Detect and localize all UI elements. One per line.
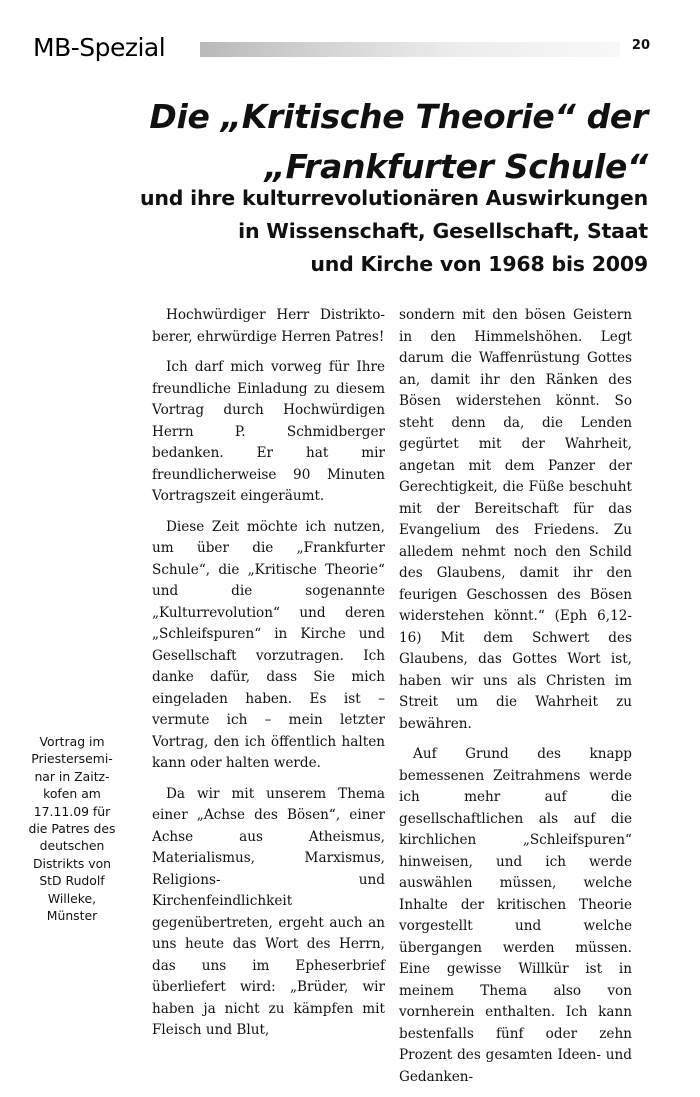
subtitle-line-3: und Kirche von 1968 bis 2009 [310, 252, 648, 276]
body-column-2 [399, 305, 632, 1097]
sidebar-note [22, 733, 122, 924]
title-line-1: Die „Kritische Theorie“ der [149, 97, 648, 136]
sidebar-line: Priestersemi- [31, 751, 113, 767]
sidebar-line: Distrikts von [32, 855, 112, 871]
paragraph: Da wir mit unserem Thema einer „Achse des Bösen“, einer Achse aus Atheismus, Materialismus, Marxismus, Religions- und Kirchenfeindlichkeit gegenübertreten, ergeht auch an uns heute das Wort des Herrn, das uns im Epheserbrief überliefert wird: „Brüder, wir haben ja nicht zu kämpfen mit Fleisch und Blut, [152, 785, 385, 1038]
sidebar-line: 17.11.09 für [33, 803, 111, 819]
subtitle-line-2: in Wissenschaft, Gesellschaft, Staat [238, 219, 648, 243]
sidebar-line: nar in Zaitz- [34, 768, 110, 784]
paragraph: Auf Grund des knapp bemessenen Zeitrahmens werde ich mehr auf die gesellschaftlichen als auf die kirchlichen „Schleifspuren“ hinweisen, und ich werde auswählen müssen, welche Inhalte der kritischen Theorie vorgestellt und welche übergangen werden müssen. Eine gewisse Willkür ist in meinem Thema also von vornherein enthalten. Ich kann bestenfalls fünf oder zehn Prozent des gesamten Ideen- und Gedanken- [399, 746, 632, 1085]
subtitle-line-1: und ihre kulturrevolutionären Auswirkungen [139, 186, 648, 210]
header-gradient-bar [200, 42, 620, 57]
paragraph: Ich darf mich vorweg für Ihre freundliche Einladung zu diesem Vortrag durch Hochwürdigen Herrn P. Schmidberger bedanken. Er hat mir freundlicherweise 90 Minuten Vortragszeit eingeräumt. [152, 359, 385, 504]
article-title [48, 92, 648, 192]
title-line-2: „Frankfurter Schule“ [264, 147, 648, 186]
sidebar-line: Münster [46, 908, 98, 924]
sidebar-line: deutschen [39, 838, 105, 854]
page-number: 20 [631, 38, 650, 53]
paragraph-greeting: Hochwürdiger Herr Distrikto-berer, ehrwürdige Herren Patres! [152, 307, 385, 345]
sidebar-line: kofen am [43, 786, 101, 802]
paragraph-continued: sondern mit den bösen Geistern in den Himmelshöhen. Legt darum die Waffenrüstung Gottes an, damit ihr den Ränken des Bösen widerstehen könnt. So steht denn da, die Lenden gegürtet mit der Wahrheit, angetan mit dem Panzer der Gerechtigkeit, die Füße beschuht mit der Bereitschaft für das Evangelium des Friedens. Zu alledem nehmt noch den Schild des Glaubens, damit ihr den feurigen Geschossen des Bösen widerstehen könnt.“ (Eph 6,12-16) Mit dem Schwert des Glaubens, das Gottes Wort ist, haben wir uns als Christen im Streit um die Wahrheit zu bewähren. [399, 307, 632, 732]
paragraph: Diese Zeit möchte ich nutzen, um über die „Frankfurter Schule“, die „Kritische Theorie“ und die sogenannte „Kulturrevolution“ und deren „Schleifspuren“ in Kirche und Gesellschaft vorzutragen. Ich danke dafür, dass Sie mich eingeladen haben. Es ist – vermute ich – mein letzter Vortrag, den ich öffentlich halten kann oder halten werde. [152, 518, 385, 771]
sidebar-line: Willeke, [47, 890, 97, 906]
sidebar-line: die Patres des [28, 821, 116, 837]
section-label: MB-Spezial [33, 33, 166, 62]
body-column-1 [152, 305, 385, 1051]
article-subtitle [48, 182, 648, 281]
sidebar-line: StD Rudolf [39, 873, 105, 889]
sidebar-line: Vortrag im [39, 734, 105, 749]
